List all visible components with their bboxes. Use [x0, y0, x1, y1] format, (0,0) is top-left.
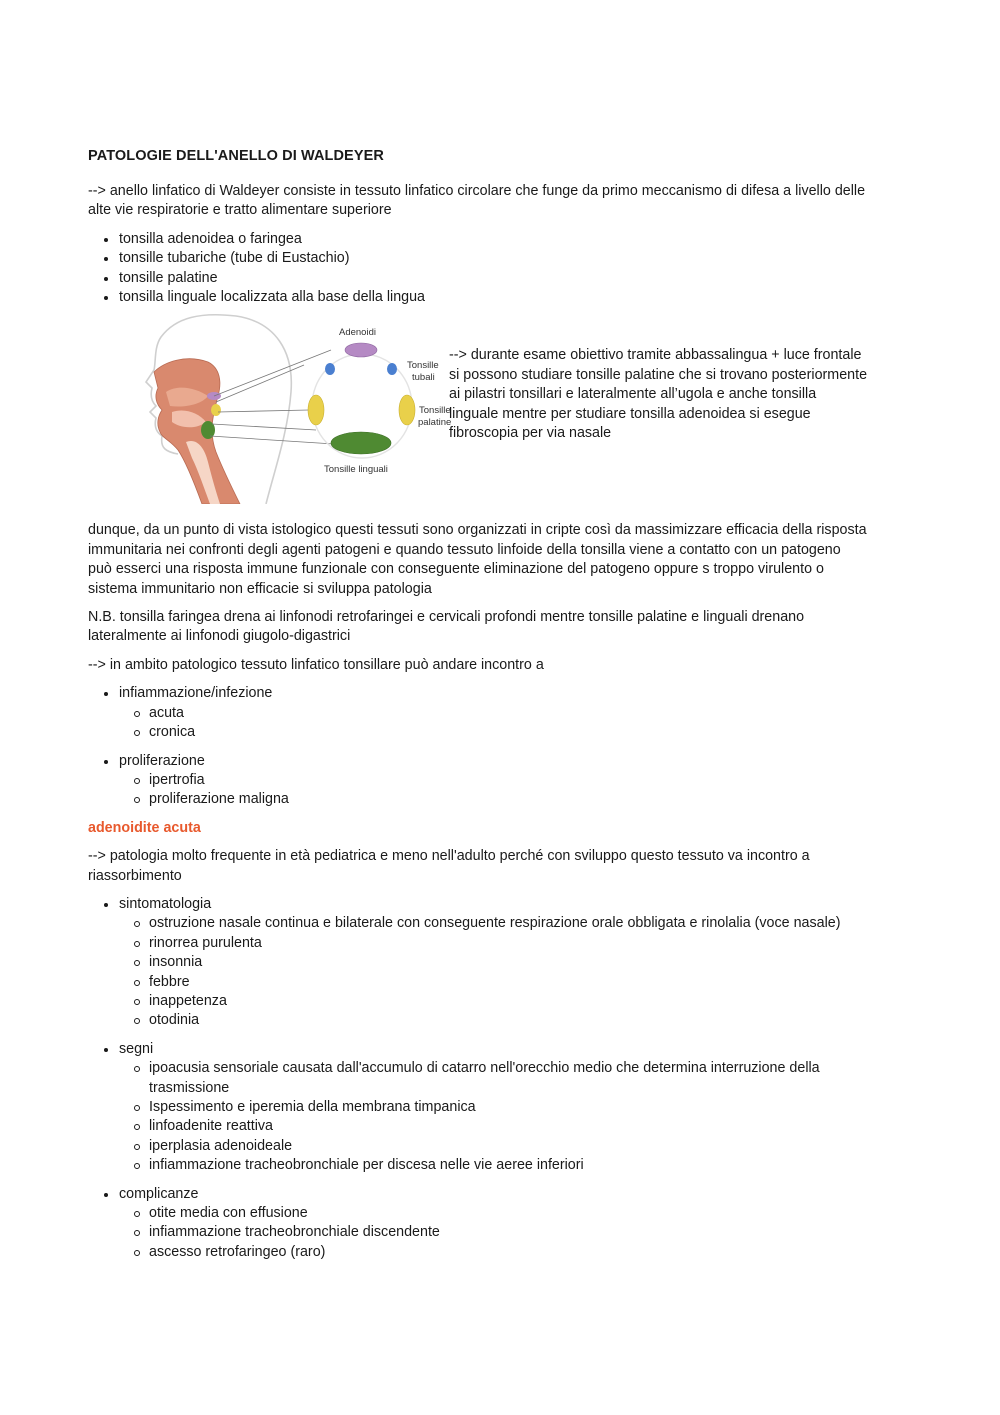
sub-list-item: ascesso retrofaringeo (raro): [149, 1243, 868, 1262]
sub-list-item: Ispessimento e iperemia della membrana timpanica: [149, 1098, 868, 1117]
list-item: [119, 684, 868, 742]
sub-list-item: proliferazione maligna: [149, 790, 868, 809]
figure-row: [88, 312, 868, 512]
sub-list-item: rinorrea purulenta: [149, 934, 868, 953]
waldeyer-ring-illustration: [116, 312, 456, 504]
patologico-intro: --> in ambito patologico tessuto linfatico tonsillare può andare incontro a: [88, 656, 544, 673]
list-item-label: complicanze: [119, 1185, 199, 1202]
list-item: [119, 1185, 868, 1263]
sub-list-item: inappetenza: [149, 992, 868, 1011]
label-adenoidi: Adenoidi: [339, 327, 376, 339]
complicanze-list: [88, 1185, 868, 1263]
list-item-label: proliferazione: [119, 752, 205, 769]
label-palatine-1: Tonsille: [419, 405, 451, 417]
list-item: tonsilla linguale localizzata alla base della lingua: [119, 288, 868, 307]
label-linguali: Tonsille linguali: [324, 464, 388, 476]
document-page: [88, 146, 868, 1271]
sub-list: [119, 1059, 868, 1175]
adenoidite-intro: --> patologia molto frequente in età pediatrica e meno nell'adulto perché con sviluppo questo tessuto va incontro a riassorbimento: [88, 848, 810, 884]
list-item: tonsille tubariche (tube di Eustachio): [119, 249, 868, 268]
sub-list-item: ostruzione nasale continua e bilaterale con conseguente respirazione orale obbligata e rinolalia (voce nasale): [149, 914, 868, 933]
patologico-list-2: [88, 752, 868, 810]
list-item-label: segni: [119, 1040, 154, 1057]
list-item: tonsilla adenoidea o faringea: [119, 230, 868, 249]
sub-list-item: ipoacusia sensoriale causata dall'accumulo di catarro nell'orecchio medio che determina interruzione della trasmissione: [149, 1059, 868, 1098]
sub-list-item: iperplasia adenoideale: [149, 1137, 868, 1156]
intro-paragraph: --> anello linfatico di Waldeyer consiste in tessuto linfatico circolare che funge da primo meccanismo di difesa a livello delle alte vie respiratorie e tratto alimentare superiore: [88, 183, 866, 219]
sub-list-item: otodinia: [149, 1011, 868, 1030]
sub-list-item: acuta: [149, 704, 868, 723]
sub-list: [119, 704, 868, 743]
label-tubali-2: tubali: [412, 372, 435, 384]
tonsils-list: [88, 230, 868, 308]
section-heading-adenoidite: adenoidite acuta: [88, 819, 201, 836]
sub-list-item: infiammazione tracheobronchiale per discesa nelle vie aeree inferiori: [149, 1156, 868, 1175]
label-palatine-2: palatine: [418, 417, 452, 429]
nb-paragraph: N.B. tonsilla faringea drena ai linfonodi retrofaringei e cervicali profondi mentre tonsille palatine e linguali drenano lateralmente ai linfonodi giugolo-digastrici: [88, 609, 805, 645]
sub-list: [119, 771, 868, 810]
label-tubali-1: Tonsille: [407, 360, 439, 372]
sub-list-item: cronica: [149, 723, 868, 742]
list-item: tonsille palatine: [119, 269, 868, 288]
page-title: PATOLOGIE DELL'ANELLO DI WALDEYER: [88, 148, 384, 164]
sub-list: [119, 1204, 868, 1262]
sub-list: [119, 914, 868, 1030]
sub-list-item: insonnia: [149, 953, 868, 972]
list-item: [119, 895, 868, 1031]
sintomatologia-list: [88, 895, 868, 1031]
list-item: [119, 1040, 868, 1176]
sub-list-item: infiammazione tracheobronchiale discendente: [149, 1223, 868, 1242]
list-item: [119, 752, 868, 810]
sub-list-item: otite media con effusione: [149, 1204, 868, 1223]
list-item-label: sintomatologia: [119, 895, 212, 912]
sub-list-item: ipertrofia: [149, 771, 868, 790]
histology-paragraph: dunque, da un punto di vista istologico questi tessuti sono organizzati in cripte così da massimizzare efficacia della risposta immunitaria nei confronti degli agenti patogeni e quando tessuto linfoide della tonsilla viene a contatto con un patogeno può esserci una risposta immune funzionale con conseguente eliminazione del patogeno oppure s troppo virulento o sistema immunitario non efficacie si sviluppa patologia: [88, 522, 867, 597]
sub-list-item: febbre: [149, 973, 868, 992]
sub-list-item: linfoadenite reattiva: [149, 1117, 868, 1136]
patologico-list: [88, 684, 868, 742]
list-item-label: infiammazione/infezione: [119, 685, 273, 702]
segni-list: [88, 1040, 868, 1176]
exam-paragraph: --> durante esame obiettivo tramite abbassalingua + luce frontale si possono studiare tonsille palatine che si trovano posteriormente ai pilastri tonsillari e lateralmente all’ugola e anche tonsilla linguale mentre per studiare tonsilla adenoidea si esegue fibroscopia per via nasale: [449, 347, 868, 442]
